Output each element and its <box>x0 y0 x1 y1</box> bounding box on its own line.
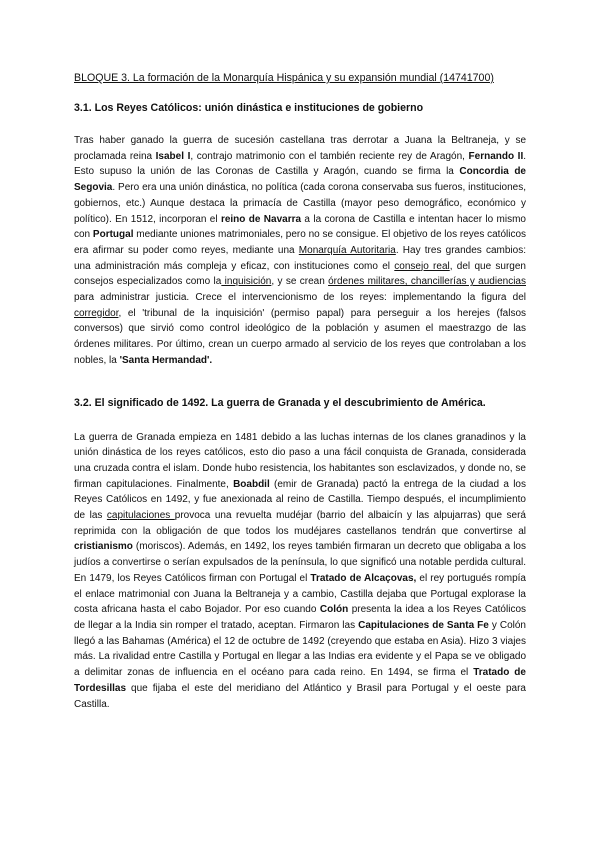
underlined-term: inquisición <box>221 276 272 288</box>
bold-term: 'Santa Hermandad'. <box>119 354 213 366</box>
document-title: BLOQUE 3. La formación de la Monarquía Hispánica y su expansión mundial (14741700) <box>74 72 494 84</box>
underlined-term: consejo real <box>394 260 450 272</box>
bold-term: Tratado de Alcaçovas, <box>310 572 417 584</box>
underlined-term: corregidor <box>74 307 119 319</box>
text-run: . Hay tres grandes cambios: una administración más compleja y eficaz, con instituciones como el <box>74 244 526 272</box>
section-heading-3-1: 3.1. Los Reyes Católicos: unión dinástica e instituciones de gobierno <box>74 102 424 114</box>
text-run: para administrar justicia. Crece el intervencionismo de los reyes: implementando la figura del <box>74 292 526 304</box>
bold-term: Capitulaciones de Santa Fe <box>358 619 489 631</box>
bold-term: Concordia de Segovia <box>74 166 526 194</box>
text-run: , del que surgen consejos especializados como la <box>74 260 526 288</box>
text-run: que fijaba el este del meridiano del Atlántico y Brasil para Portugal y el oeste para Castilla. <box>74 682 526 710</box>
text-run: provoca una revuelta mudéjar (barrio del albaicín y las alpujarras) que será reprimida con la obligación de que todos los mudéjares castellanos tendrán que convertirse al <box>74 510 526 537</box>
bold-term: Fernando II <box>468 150 524 162</box>
bold-term: reino de Navarra <box>220 213 302 225</box>
section-heading-3-2: 3.2. El significado de 1492. La guerra de Granada y el descubrimiento de América. <box>74 396 486 409</box>
text-run: (moriscos). Además, en 1492, los reyes también firmaran un decreto que obligaba a los judíos a convertirse o serían expulsados de la península, lo que significó una notable perdida cultural. En 1479, los Reyes Católicos firman con Portugal el <box>74 541 526 584</box>
underlined-term: órdenes militares, chancillerías y audiencias <box>328 276 526 288</box>
text-run: (emir de Granada) pactó la entrega de la ciudad a los Reyes Católicos en 1492, y fue anexionada al reino de Castilla. Tiempo después, el incumplimiento de las <box>74 478 526 522</box>
text-run: el rey portugués rompía el enlace matrimonial con Juana la Beltraneja y a cambio, Castilla dejaba que Portugal explorase la costa africana hasta el cabo Bojador. Por eso cuando <box>74 572 526 616</box>
bold-term: Tratado de Tordesillas <box>74 667 526 694</box>
underlined-term: Monarquía Autoritaria <box>298 244 396 256</box>
text-run: presenta la idea a los Reyes Católicos de llegar a la India sin romper el tratado, aceptan. Firmaron las <box>74 604 526 631</box>
text-run: mediante uniones matrimoniales, pero no se consigue. El objetivo de los reyes católicos era afirmar su poder como reyes, mediante una <box>74 229 527 256</box>
document-page <box>74 72 526 712</box>
underlined-term: capitulaciones <box>106 510 175 522</box>
bold-term: Colón <box>319 604 349 616</box>
text-run: Tras haber ganado la guerra de sucesión castellana tras derrotar a Juana la Beltraneja, y se proclamada reina <box>74 135 526 162</box>
bold-term: Portugal <box>92 229 134 241</box>
section-paragraph-3-2 <box>74 430 526 713</box>
bold-term: cristianismo <box>74 541 133 553</box>
text-run: . Pero era una unión dinástica, no política (cada corona conservaba sus fueros, instituciones, gobiernos, etc.) Aunque destaca la primacía de Castilla (mayor peso demográfico, económico y político). En 1512, incorporan el <box>74 182 526 225</box>
text-run: , contrajo matrimonio con el también reciente rey de Aragón, <box>190 150 469 162</box>
text-run: . Esto supuso la unión de las Coronas de Castilla y Aragón, cuando se firma la <box>74 150 527 178</box>
text-run: a la corona de Castilla e intentan hacer lo mismo con <box>74 213 526 241</box>
bold-term: Boabdil <box>233 478 270 490</box>
text-run: , y se crean <box>271 276 329 288</box>
section-paragraph-3-1 <box>74 133 526 369</box>
bold-term: Isabel I <box>155 150 191 162</box>
text-run: La guerra de Granada empieza en 1481 debido a las luchas internas de los clanes granadinos y la unión dinástica de los reyes católicos, esto dio paso a una fácil conquista de Granada, considerada una cruzada contra el islam. Donde hubo resistencia, los habitantes son esclavizados, y donde no, se firman capitulaciones. Finalmente, <box>74 431 526 490</box>
text-run: , el 'tribunal de la inquisición' (permiso papal) para perseguir a los herejes (falsos conversos) que sirvió como control ideológico de la población y asumen el maestrazgo de las órdenes militares. Por último, crean un cuerpo armado al servicio de los reyes que controlaban a los nobles, la <box>74 307 526 366</box>
text-run: y Colón llegó a las Bahamas (América) el 12 de octubre de 1492 (creyendo que estaba en Asia). Hizo 3 viajes más. La rivalidad entre Castilla y Portugal en llegar a las Indias era evidente y el Papa se ve obligado a delimitar zonas de influencia en el océano para cada reino. En 1494, se firma el <box>74 619 526 679</box>
